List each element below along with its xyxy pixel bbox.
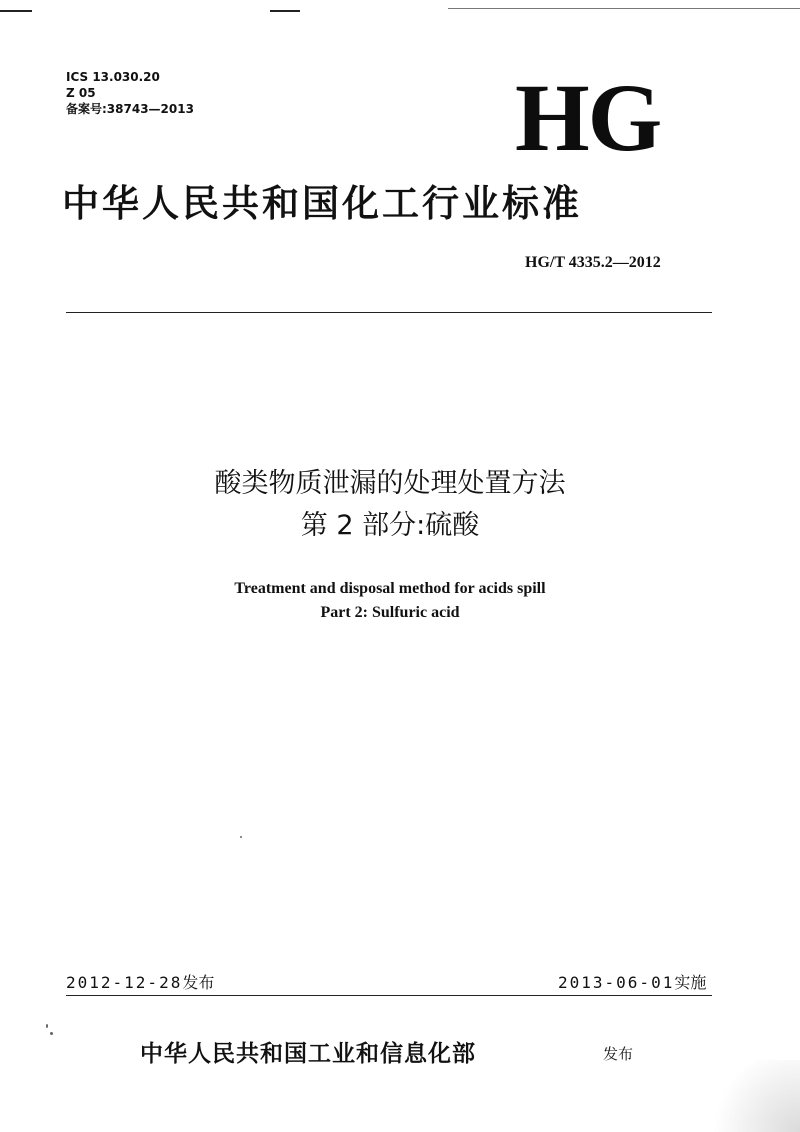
title-en-line1: Treatment and disposal method for acids spill: [234, 580, 546, 597]
title-en-line2: Part 2: Sulfuric acid: [320, 604, 460, 621]
class-code: Z 05: [66, 86, 96, 100]
standard-org-title: 中华人民共和国化工行业标准: [62, 182, 582, 225]
issue-date: 2012-12-28: [66, 973, 183, 992]
scan-speck: [240, 836, 242, 838]
issue-date-block: [66, 972, 214, 994]
scan-mark-left: [0, 10, 32, 12]
title-cn-line2: 第 2 部分:硫酸: [300, 510, 480, 541]
scan-edge-line: [448, 8, 800, 9]
implement-label: 实施: [674, 973, 707, 992]
publisher-name: 中华人民共和国工业和信息化部: [140, 1040, 476, 1067]
scan-noise-corner: [700, 1060, 800, 1132]
filing-number: 备案号:38743—2013: [66, 102, 194, 116]
publisher-label: 发布: [603, 1045, 634, 1063]
hg-logo: HG: [515, 64, 661, 171]
title-cn-line1: 酸类物质泄漏的处理处置方法: [214, 468, 566, 499]
standard-number: HG/T 4335.2—2012: [525, 254, 661, 271]
header-divider: [66, 312, 712, 313]
implement-date: 2013-06-01: [558, 973, 675, 992]
footer-divider: [66, 995, 712, 996]
issue-label: 发布: [182, 973, 215, 992]
ics-code: ICS 13.030.20: [66, 70, 160, 84]
scan-mark-center: [270, 10, 300, 12]
implement-date-block: [558, 972, 706, 994]
scan-speck-left-1: [46, 1024, 48, 1028]
scan-speck-left-2: [50, 1032, 53, 1035]
